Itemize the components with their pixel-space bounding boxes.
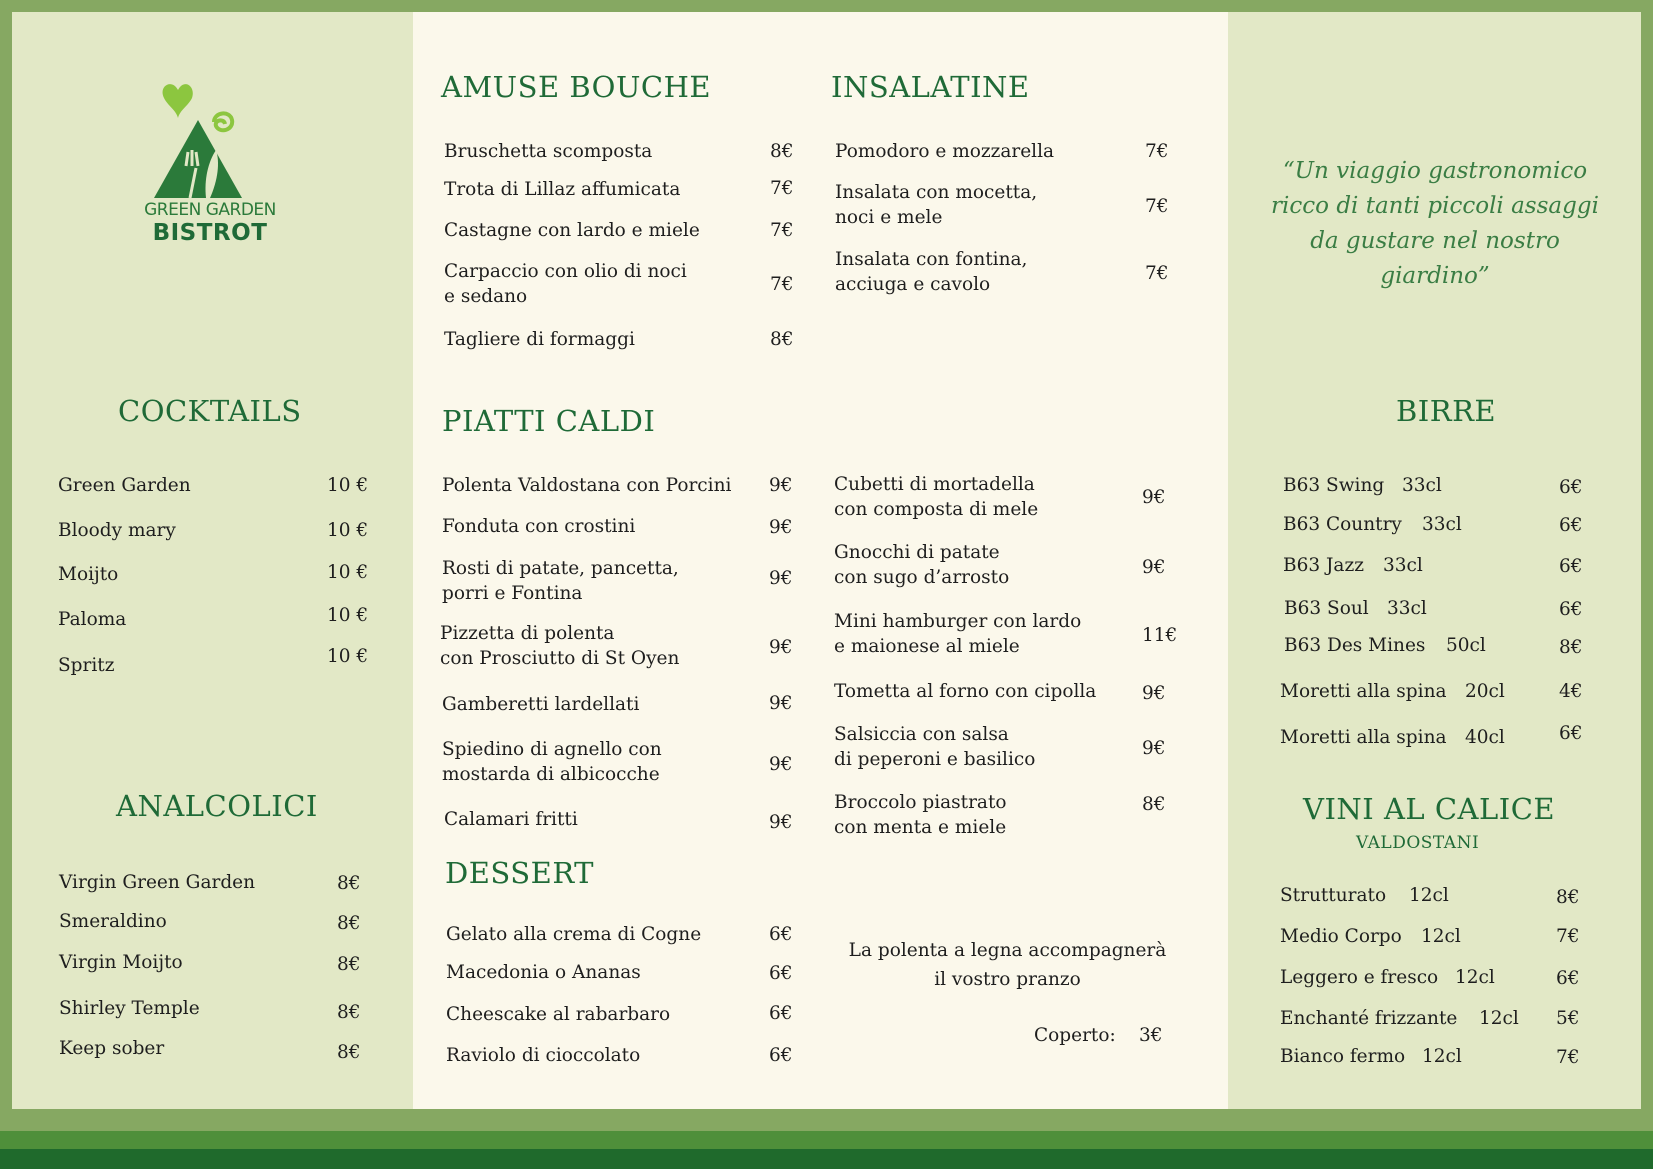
birra-price: 6€ bbox=[1559, 515, 1583, 536]
piatto-name: Salsiccia con salsa bbox=[834, 724, 1009, 745]
piatto-name-line2: con sugo d’arrosto bbox=[834, 567, 1010, 588]
cocktail-price: 10 € bbox=[327, 520, 369, 541]
piatto-name: Pizzetta di polenta bbox=[440, 623, 615, 644]
cocktail-name: Moijto bbox=[58, 564, 119, 585]
vino-volume: 12cl bbox=[1409, 885, 1449, 906]
piatto-price: 9€ bbox=[769, 568, 793, 589]
birra-volume: 50cl bbox=[1446, 635, 1486, 656]
amuse-price: 8€ bbox=[770, 141, 794, 162]
analcolico-price: 8€ bbox=[337, 913, 361, 934]
birra-volume: 33cl bbox=[1422, 514, 1462, 535]
piatto-price: 9€ bbox=[1142, 557, 1166, 578]
dessert-name: Raviolo di cioccolato bbox=[446, 1045, 641, 1066]
vino-price: 5€ bbox=[1556, 1008, 1580, 1029]
dessert-price: 6€ bbox=[769, 1003, 793, 1024]
analcolico-name: Virgin Moijto bbox=[59, 952, 183, 973]
analcolico-name: Shirley Temple bbox=[59, 998, 200, 1019]
vino-price: 7€ bbox=[1556, 1047, 1580, 1068]
dessert-price: 6€ bbox=[769, 1045, 793, 1066]
insalatina-price: 7€ bbox=[1145, 141, 1169, 162]
polenta-note-line1: La polenta a legna accompagnerà bbox=[848, 940, 1167, 961]
vino-volume: 12cl bbox=[1421, 926, 1461, 947]
section-title-dessert: DESSERT bbox=[445, 856, 594, 890]
piatto-name-line2: con Prosciutto di St Oyen bbox=[440, 648, 680, 669]
piatto-name: Calamari fritti bbox=[444, 809, 578, 830]
coperto-price: 3€ bbox=[1139, 1025, 1163, 1046]
insalatina-name: Pomodoro e mozzarella bbox=[835, 141, 1055, 162]
piatto-name: Mini hamburger con lardo bbox=[834, 611, 1082, 632]
piatto-name: Rosti di patate, pancetta, bbox=[442, 558, 679, 579]
birra-price: 6€ bbox=[1559, 556, 1583, 577]
brand-line2: BISTROT bbox=[152, 220, 268, 246]
analcolico-name: Smeraldino bbox=[59, 911, 167, 932]
cocktail-price: 10 € bbox=[327, 646, 369, 667]
section-title-amuse-bouche: AMUSE BOUCHE bbox=[441, 70, 712, 104]
section-title-birre: BIRRE bbox=[1396, 394, 1497, 428]
birra-price: 6€ bbox=[1559, 723, 1583, 744]
piatto-name-line2: e maionese al miele bbox=[834, 636, 1020, 657]
birra-volume: 33cl bbox=[1402, 475, 1442, 496]
piatto-price: 11€ bbox=[1142, 625, 1178, 646]
insalatina-name: Insalata con mocetta, bbox=[835, 182, 1038, 203]
vino-price: 8€ bbox=[1556, 887, 1580, 908]
amuse-price: 8€ bbox=[770, 329, 794, 350]
piatto-price: 9€ bbox=[769, 475, 793, 496]
birra-volume: 40cl bbox=[1465, 727, 1505, 748]
footer-band-dark bbox=[0, 1149, 1653, 1169]
dessert-name: Macedonia o Ananas bbox=[446, 962, 641, 983]
cocktail-name: Green Garden bbox=[58, 475, 191, 496]
piatto-price: 9€ bbox=[769, 693, 793, 714]
birra-price: 4€ bbox=[1559, 681, 1583, 702]
vino-name: Enchanté frizzante bbox=[1280, 1008, 1458, 1029]
amuse-name-line2: e sedano bbox=[444, 286, 528, 307]
piatto-price: 9€ bbox=[769, 637, 793, 658]
amuse-name: Bruschetta scomposta bbox=[444, 141, 653, 162]
analcolico-price: 8€ bbox=[337, 873, 361, 894]
vino-name: Strutturato bbox=[1280, 885, 1387, 906]
section-title-analcolici: ANALCOLICI bbox=[116, 789, 318, 823]
birra-price: 6€ bbox=[1559, 599, 1583, 620]
piatto-price: 9€ bbox=[1142, 738, 1166, 759]
dessert-price: 6€ bbox=[769, 963, 793, 984]
analcolico-price: 8€ bbox=[337, 1042, 361, 1063]
birra-name: B63 Country bbox=[1283, 514, 1402, 535]
piatto-name-line2: mostarda di albicocche bbox=[442, 764, 660, 785]
amuse-name: Trota di Lillaz affumicata bbox=[444, 179, 681, 200]
polenta-note bbox=[830, 936, 1185, 994]
cocktail-price: 10 € bbox=[327, 475, 369, 496]
vino-volume: 12cl bbox=[1479, 1008, 1519, 1029]
piatto-name: Broccolo piastrato bbox=[834, 792, 1007, 813]
birra-price: 6€ bbox=[1559, 477, 1583, 498]
insalatina-name: Insalata con fontina, bbox=[835, 249, 1028, 270]
vino-name: Bianco fermo bbox=[1280, 1046, 1406, 1067]
amuse-name: Tagliere di formaggi bbox=[444, 329, 635, 350]
brand-line1: GREEN GARDEN bbox=[144, 200, 276, 220]
polenta-note-line2: il vostro pranzo bbox=[934, 969, 1081, 990]
footer-band-light bbox=[0, 1109, 1653, 1131]
birra-name: Moretti alla spina bbox=[1280, 681, 1447, 702]
section-title-cocktails: COCKTAILS bbox=[118, 394, 302, 428]
piatto-name: Fonduta con crostini bbox=[442, 516, 636, 537]
vino-volume: 12cl bbox=[1455, 967, 1495, 988]
cocktail-price: 10 € bbox=[327, 562, 369, 583]
piatto-price: 9€ bbox=[1142, 487, 1166, 508]
piatto-name: Polenta Valdostana con Porcini bbox=[442, 475, 732, 496]
dessert-price: 6€ bbox=[769, 924, 793, 945]
cocktail-price: 10 € bbox=[327, 605, 369, 626]
piatto-name: Cubetti di mortadella bbox=[834, 474, 1035, 495]
vino-price: 6€ bbox=[1556, 968, 1580, 989]
piatto-price: 9€ bbox=[769, 754, 793, 775]
birra-volume: 33cl bbox=[1387, 598, 1427, 619]
piatto-name: Gamberetti lardellati bbox=[442, 694, 640, 715]
piatto-name-line2: di peperoni e basilico bbox=[834, 749, 1036, 770]
section-title-insalatine: INSALATINE bbox=[831, 70, 1030, 104]
cocktail-name: Paloma bbox=[58, 609, 127, 630]
analcolico-price: 8€ bbox=[337, 1002, 361, 1023]
section-title-piatti-caldi: PIATTI CALDI bbox=[442, 404, 656, 438]
insalatina-name-line2: acciuga e cavolo bbox=[835, 274, 991, 295]
section-subtitle-vini: VALDOSTANI bbox=[1356, 833, 1480, 853]
birra-price: 8€ bbox=[1559, 637, 1583, 658]
birra-name: Moretti alla spina bbox=[1280, 727, 1447, 748]
amuse-price: 7€ bbox=[770, 274, 794, 295]
insalatina-name-line2: noci e mele bbox=[835, 207, 943, 228]
section-title-vini: VINI AL CALICE bbox=[1303, 792, 1556, 826]
dessert-name: Gelato alla crema di Cogne bbox=[446, 924, 702, 945]
vino-volume: 12cl bbox=[1422, 1046, 1462, 1067]
insalatina-price: 7€ bbox=[1145, 263, 1169, 284]
birra-name: B63 Jazz bbox=[1283, 555, 1364, 576]
amuse-name: Carpaccio con olio di noci bbox=[444, 261, 687, 282]
dessert-name: Cheescake al rabarbaro bbox=[446, 1004, 671, 1025]
amuse-price: 7€ bbox=[770, 178, 794, 199]
piatto-name-line2: con composta di mele bbox=[834, 499, 1039, 520]
vino-name: Leggero e fresco bbox=[1280, 967, 1439, 988]
birra-volume: 20cl bbox=[1465, 681, 1505, 702]
cocktail-name: Spritz bbox=[58, 655, 115, 676]
tagline-quote: “Un viaggio gastronomico ricco di tanti piccoli assaggi da gustare nel nostro giardino” bbox=[1271, 158, 1599, 289]
coperto-label: Coperto: bbox=[1034, 1025, 1116, 1046]
piatto-name-line2: con menta e miele bbox=[834, 817, 1007, 838]
insalatina-price: 7€ bbox=[1145, 196, 1169, 217]
footer-band-mid bbox=[0, 1131, 1653, 1149]
analcolico-price: 8€ bbox=[337, 954, 361, 975]
birra-name: B63 Des Mines bbox=[1284, 635, 1426, 656]
piatto-name: Tometta al forno con cipolla bbox=[834, 681, 1097, 702]
cocktail-name: Bloody mary bbox=[58, 520, 176, 541]
birra-volume: 33cl bbox=[1383, 555, 1423, 576]
amuse-name: Castagne con lardo e miele bbox=[444, 220, 700, 241]
piatto-price: 9€ bbox=[769, 812, 793, 833]
amuse-price: 7€ bbox=[770, 220, 794, 241]
birra-name: B63 Swing bbox=[1283, 475, 1385, 496]
vino-price: 7€ bbox=[1556, 926, 1580, 947]
birra-name: B63 Soul bbox=[1284, 598, 1369, 619]
analcolico-name: Virgin Green Garden bbox=[59, 872, 256, 893]
piatto-name: Spiedino di agnello con bbox=[442, 739, 662, 760]
piatto-price: 8€ bbox=[1142, 794, 1166, 815]
piatto-price: 9€ bbox=[769, 517, 793, 538]
analcolico-name: Keep sober bbox=[59, 1038, 165, 1059]
piatto-price: 9€ bbox=[1142, 683, 1166, 704]
vino-name: Medio Corpo bbox=[1280, 926, 1402, 947]
piatto-name: Gnocchi di patate bbox=[834, 542, 1000, 563]
piatto-name-line2: porri e Fontina bbox=[442, 583, 583, 604]
